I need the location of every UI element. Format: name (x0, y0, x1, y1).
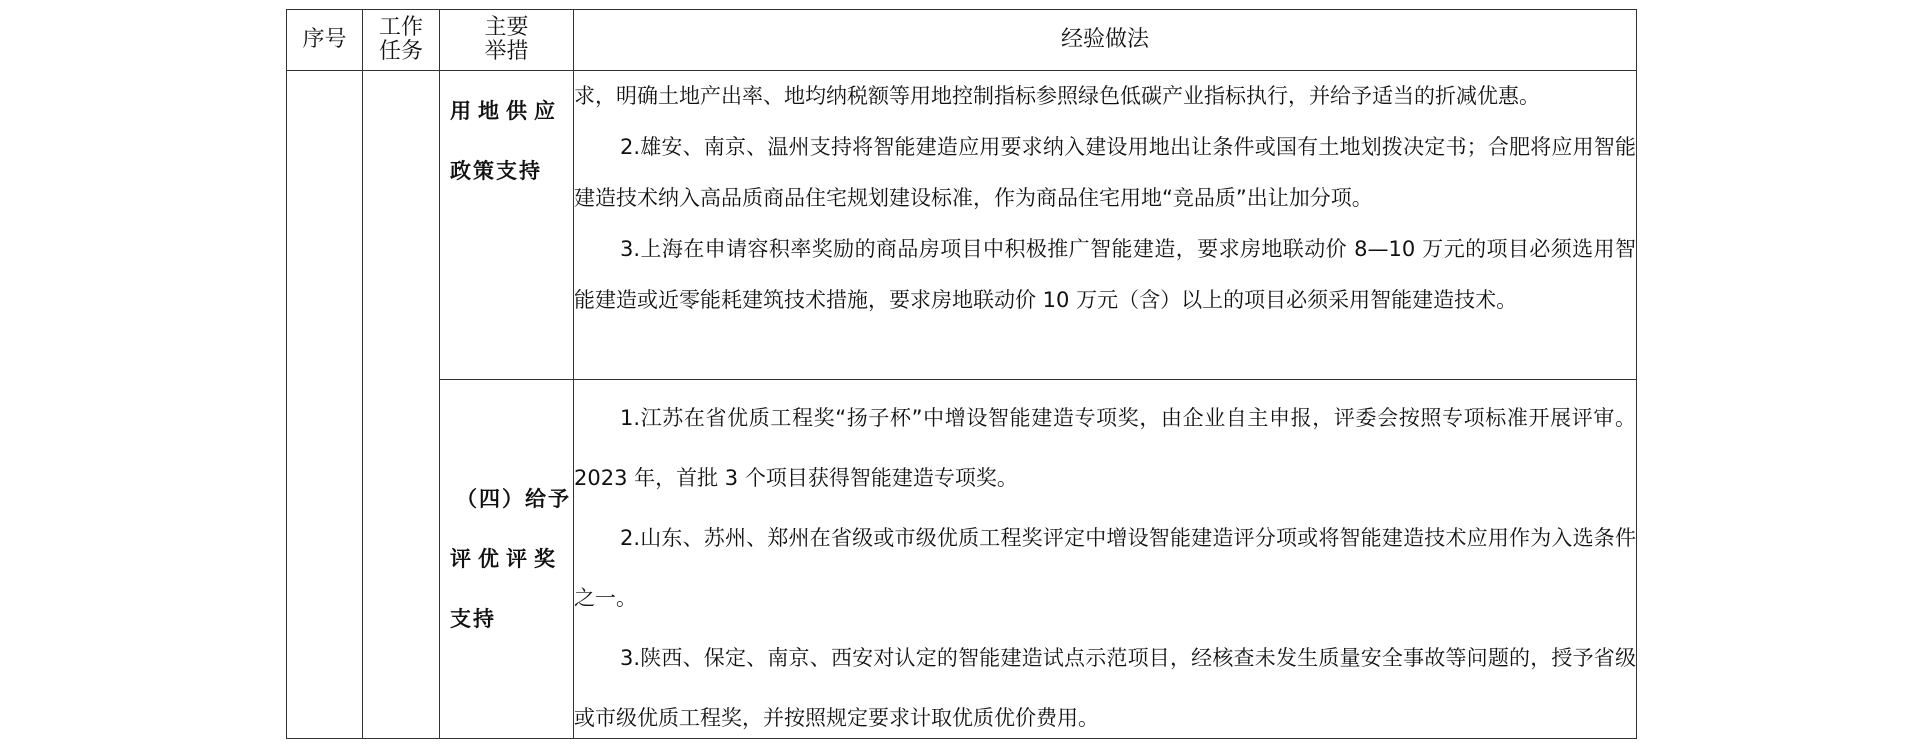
table-row (287, 380, 1637, 739)
measure-line: 用地供应 (450, 99, 562, 123)
header-seq (287, 10, 363, 71)
experience-paragraph: 3.陕西、保定、南京、西安对认定的智能建造试点示范项目，经核查未发生质量安全事故等问题的，授予省级或市级优质工程奖，并按照规定要求计取优质优价费用。 (574, 646, 1636, 730)
measure-line: （四）给予 (456, 487, 571, 511)
header-experience (574, 10, 1637, 71)
experience-cell (574, 380, 1637, 739)
experience-paragraph: 1.江苏在省优质工程奖“扬子杯”中增设智能建造专项奖，由企业自主申报，评委会按照专项标准开展评审。2023 年，首批 3 个项目获得智能建造专项奖。 (574, 406, 1636, 490)
experience-paragraph: 2.雄安、南京、温州支持将智能建造应用要求纳入建设用地出让条件或国有土地划拨决定书；合肥将应用智能建造技术纳入高品质商品住宅规划建设标准，作为商品住宅用地“竞品质”出让加分项。 (574, 135, 1636, 210)
experience-paragraph: 2.山东、苏州、郑州在省级或市级优质工程奖评定中增设智能建造评分项或将智能建造技术应用作为入选条件之一。 (574, 526, 1636, 610)
table-row (287, 71, 1637, 380)
measure-line: 支持 (450, 607, 496, 631)
header-task (363, 10, 440, 71)
measure-cell (440, 380, 574, 739)
experience-table (286, 9, 1637, 739)
seq-cell (287, 71, 363, 739)
header-task-line2: 任务 (378, 39, 423, 64)
measure-block (440, 71, 573, 379)
measure-cell (440, 71, 574, 380)
experience-block (574, 380, 1636, 738)
experience-paragraph: 求，明确土地产出率、地均纳税额等用地控制指标参照绿色低碳产业指标执行，并给予适当的折减优惠。 (574, 84, 1540, 108)
header-measure-line2: 举措 (484, 39, 529, 64)
measure-line: 政策支持 (450, 159, 542, 183)
header-measure (440, 10, 574, 71)
header-task-line1: 工作 (378, 15, 423, 40)
header-experience-label: 经验做法 (1060, 27, 1149, 52)
measure-line: 评优评奖 (450, 547, 562, 571)
header-seq-label: 序号 (302, 27, 347, 52)
experience-cell (574, 71, 1637, 380)
measure-block (440, 380, 573, 738)
header-measure-line1: 主要 (484, 15, 529, 40)
experience-paragraph: 3.上海在申请容积率奖励的商品房项目中积极推广智能建造，要求房地联动价 8—10 万元的项目必须选用智能建造或近零能耗建筑技术措施，要求房地联动价 10 万元（含）以上的项目必须采用智能建造技术。 (574, 237, 1636, 312)
experience-block (574, 71, 1636, 379)
task-cell (363, 71, 440, 739)
table-header-row (287, 10, 1637, 71)
